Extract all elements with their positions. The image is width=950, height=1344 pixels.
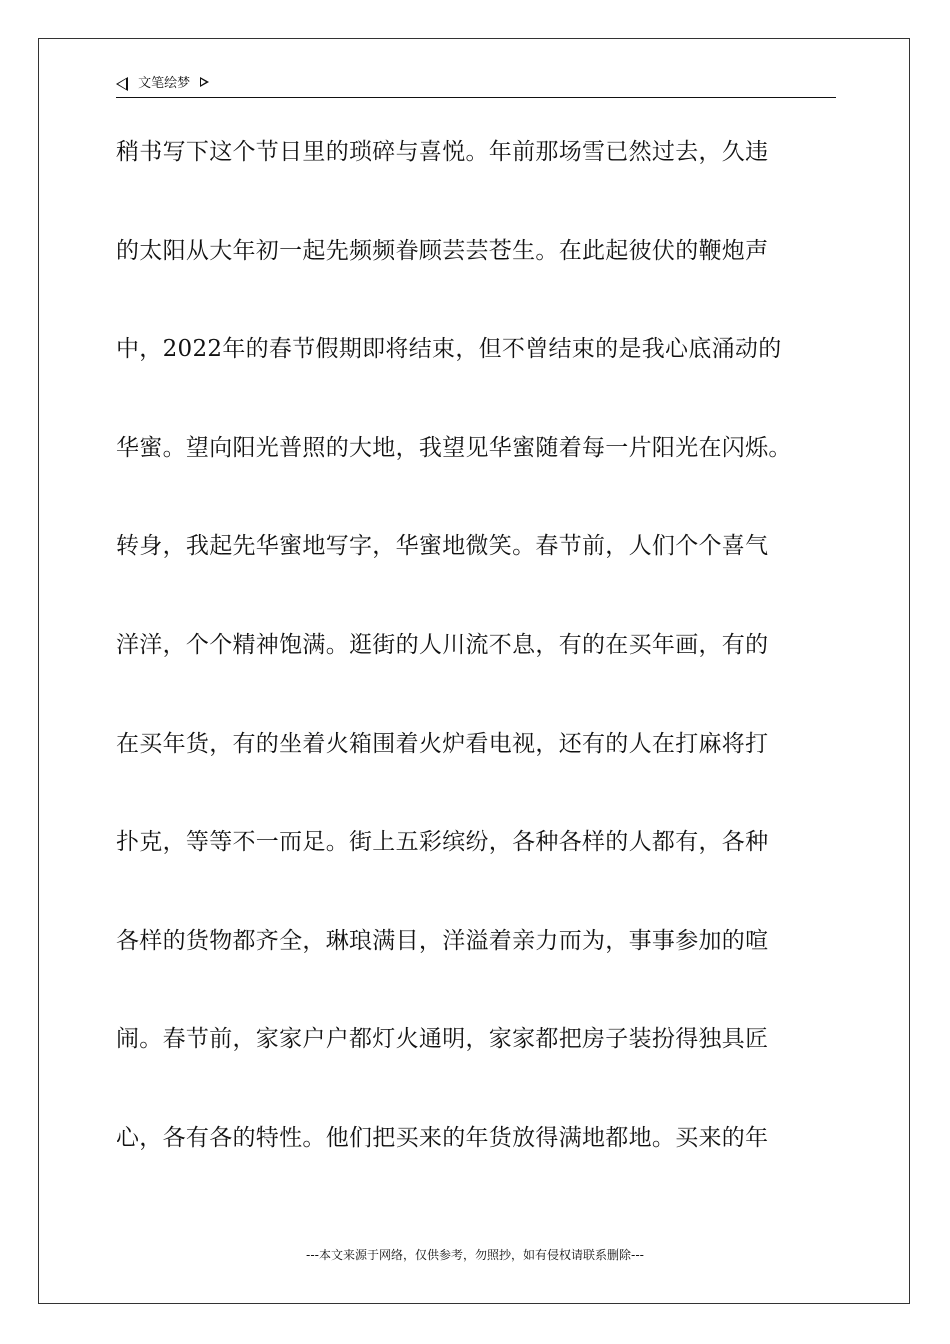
body-line: 的太阳从大年初一起先频频眷顾芸芸苍生。在此起彼伏的鞭炮声 xyxy=(116,237,769,264)
right-triangle-icon xyxy=(200,77,209,87)
body-line: 稍书写下这个节日里的琐碎与喜悦。年前那场雪已然过去，久违 xyxy=(116,139,769,165)
body-line: 心，各有各的特性。他们把买来的年货放得满地都地。买来的年 xyxy=(116,1124,769,1151)
body-line: 各样的货物都齐全，琳琅满目，洋溢着亲力而为，事事参加的喧 xyxy=(116,927,769,954)
header-title: 文笔绘梦 xyxy=(138,76,191,91)
body-line: 转身，我起先华蜜地写字，华蜜地微笑。春节前，人们个个喜气 xyxy=(116,533,769,560)
page-header xyxy=(116,72,836,98)
body-line: 洋洋，个个精神饱满。逛街的人川流不息，有的在买年画，有的 xyxy=(116,631,769,658)
body-line: 华蜜。望向阳光普照的大地，我望见华蜜随着每一片阳光在闪烁。 xyxy=(116,434,792,461)
body-line: 闹。春节前，家家户户都灯火通明，家家都把房子装扮得独具匠 xyxy=(116,1026,769,1053)
document-body xyxy=(116,126,856,1211)
footer-disclaimer: ---本文来源于网络，仅供参考，勿照抄，如有侵权请联系删除--- xyxy=(306,1248,644,1262)
body-line: 在买年货，有的坐着火箱围着火炉看电视，还有的人在打麻将打 xyxy=(116,730,769,757)
left-triangle-icon xyxy=(116,77,128,91)
body-line: 中，2022年的春节假期即将结束，但不曾结束的是我心底涌动的 xyxy=(116,336,782,363)
body-line: 扑克，等等不一而足。街上五彩缤纷，各种各样的人都有，各种 xyxy=(116,829,769,856)
